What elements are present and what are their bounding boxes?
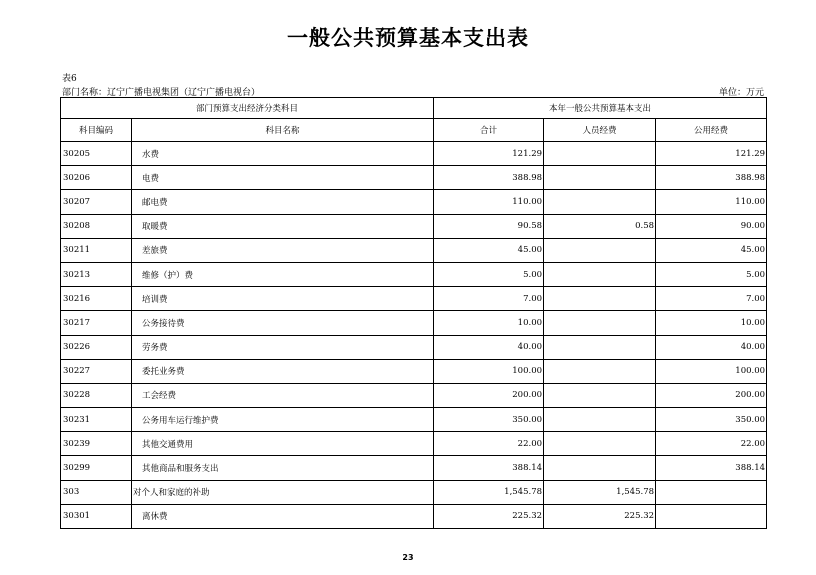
row-personnel: 0.58 (544, 214, 656, 238)
row-code: 303 (61, 480, 132, 504)
row-code: 30213 (61, 262, 132, 286)
row-personnel: 1,545.78 (544, 480, 656, 504)
row-total: 7.00 (434, 287, 544, 311)
row-name: 取暖费 (132, 214, 434, 238)
row-personnel (544, 408, 656, 432)
row-public: 388.14 (656, 456, 767, 480)
header-name: 科目名称 (132, 119, 434, 142)
unit-label: 单位：万元 (718, 88, 764, 98)
row-personnel (544, 456, 656, 480)
row-personnel (544, 335, 656, 359)
row-public: 10.00 (656, 311, 767, 335)
header-group-left: 部门预算支出经济分类科目 (61, 98, 434, 119)
row-total: 90.58 (434, 214, 544, 238)
row-code: 30227 (61, 359, 132, 383)
table-row (61, 456, 767, 480)
row-personnel: 225.32 (544, 504, 656, 528)
row-name: 委托业务费 (132, 359, 434, 383)
row-personnel (544, 311, 656, 335)
row-personnel (544, 359, 656, 383)
row-code: 30217 (61, 311, 132, 335)
row-name: 其他商品和服务支出 (132, 456, 434, 480)
row-total: 40.00 (434, 335, 544, 359)
header-row-columns (61, 119, 767, 142)
row-total: 100.00 (434, 359, 544, 383)
row-code: 30205 (61, 142, 132, 166)
row-public (656, 480, 767, 504)
row-public: 40.00 (656, 335, 767, 359)
row-total: 350.00 (434, 408, 544, 432)
row-public: 121.29 (656, 142, 767, 166)
row-personnel (544, 238, 656, 262)
department-name: 部门名称：辽宁广播电视集团（辽宁广播电视台） (62, 88, 261, 98)
row-name: 工会经费 (132, 383, 434, 407)
row-code: 30208 (61, 214, 132, 238)
table-number: 表6 (62, 74, 77, 84)
row-name: 水费 (132, 142, 434, 166)
table-row (61, 432, 767, 456)
row-personnel (544, 432, 656, 456)
table-row (61, 480, 767, 504)
row-total: 45.00 (434, 238, 544, 262)
row-total: 200.00 (434, 383, 544, 407)
table-row (61, 262, 767, 286)
table-row (61, 214, 767, 238)
row-code: 30211 (61, 238, 132, 262)
table-row (61, 287, 767, 311)
row-name: 电费 (132, 166, 434, 190)
row-name: 公务用车运行维护费 (132, 408, 434, 432)
row-name: 差旅费 (132, 238, 434, 262)
row-public: 22.00 (656, 432, 767, 456)
row-total: 225.32 (434, 504, 544, 528)
row-name: 离休费 (132, 504, 434, 528)
row-public: 200.00 (656, 383, 767, 407)
table-row (61, 359, 767, 383)
row-public: 100.00 (656, 359, 767, 383)
row-total: 1,545.78 (434, 480, 544, 504)
row-code: 30226 (61, 335, 132, 359)
row-name: 维修（护）费 (132, 262, 434, 286)
row-name: 邮电费 (132, 190, 434, 214)
row-public: 7.00 (656, 287, 767, 311)
row-total: 5.00 (434, 262, 544, 286)
header-public: 公用经费 (656, 119, 767, 142)
row-total: 121.29 (434, 142, 544, 166)
row-code: 30301 (61, 504, 132, 528)
header-personnel: 人员经费 (544, 119, 656, 142)
page-title: 一般公共预算基本支出表 (287, 25, 529, 50)
row-public: 5.00 (656, 262, 767, 286)
row-public: 45.00 (656, 238, 767, 262)
row-public: 90.00 (656, 214, 767, 238)
row-public: 350.00 (656, 408, 767, 432)
row-total: 22.00 (434, 432, 544, 456)
row-total: 110.00 (434, 190, 544, 214)
row-code: 30206 (61, 166, 132, 190)
row-personnel (544, 262, 656, 286)
row-personnel (544, 287, 656, 311)
row-code: 30207 (61, 190, 132, 214)
row-code: 30228 (61, 383, 132, 407)
row-name: 公务接待费 (132, 311, 434, 335)
header-group-right: 本年一般公共预算基本支出 (434, 98, 767, 119)
table-row (61, 383, 767, 407)
row-total: 388.14 (434, 456, 544, 480)
row-personnel (544, 383, 656, 407)
header-total: 合计 (434, 119, 544, 142)
row-code: 30231 (61, 408, 132, 432)
row-public: 388.98 (656, 166, 767, 190)
table-row (61, 166, 767, 190)
row-total: 388.98 (434, 166, 544, 190)
row-code: 30299 (61, 456, 132, 480)
table-row (61, 190, 767, 214)
table-row (61, 238, 767, 262)
row-name: 劳务费 (132, 335, 434, 359)
row-public (656, 504, 767, 528)
row-name: 对个人和家庭的补助 (132, 480, 434, 504)
row-personnel (544, 142, 656, 166)
page-number: 23 (402, 553, 414, 562)
header-code: 科目编码 (61, 119, 132, 142)
row-total: 10.00 (434, 311, 544, 335)
budget-table (60, 97, 767, 529)
table-row (61, 311, 767, 335)
table-row (61, 504, 767, 528)
row-personnel (544, 190, 656, 214)
row-code: 30216 (61, 287, 132, 311)
row-personnel (544, 166, 656, 190)
table-row (61, 335, 767, 359)
row-name: 其他交通费用 (132, 432, 434, 456)
row-code: 30239 (61, 432, 132, 456)
row-public: 110.00 (656, 190, 767, 214)
header-row-group (61, 98, 767, 119)
row-name: 培训费 (132, 287, 434, 311)
table-row (61, 408, 767, 432)
table-row (61, 142, 767, 166)
